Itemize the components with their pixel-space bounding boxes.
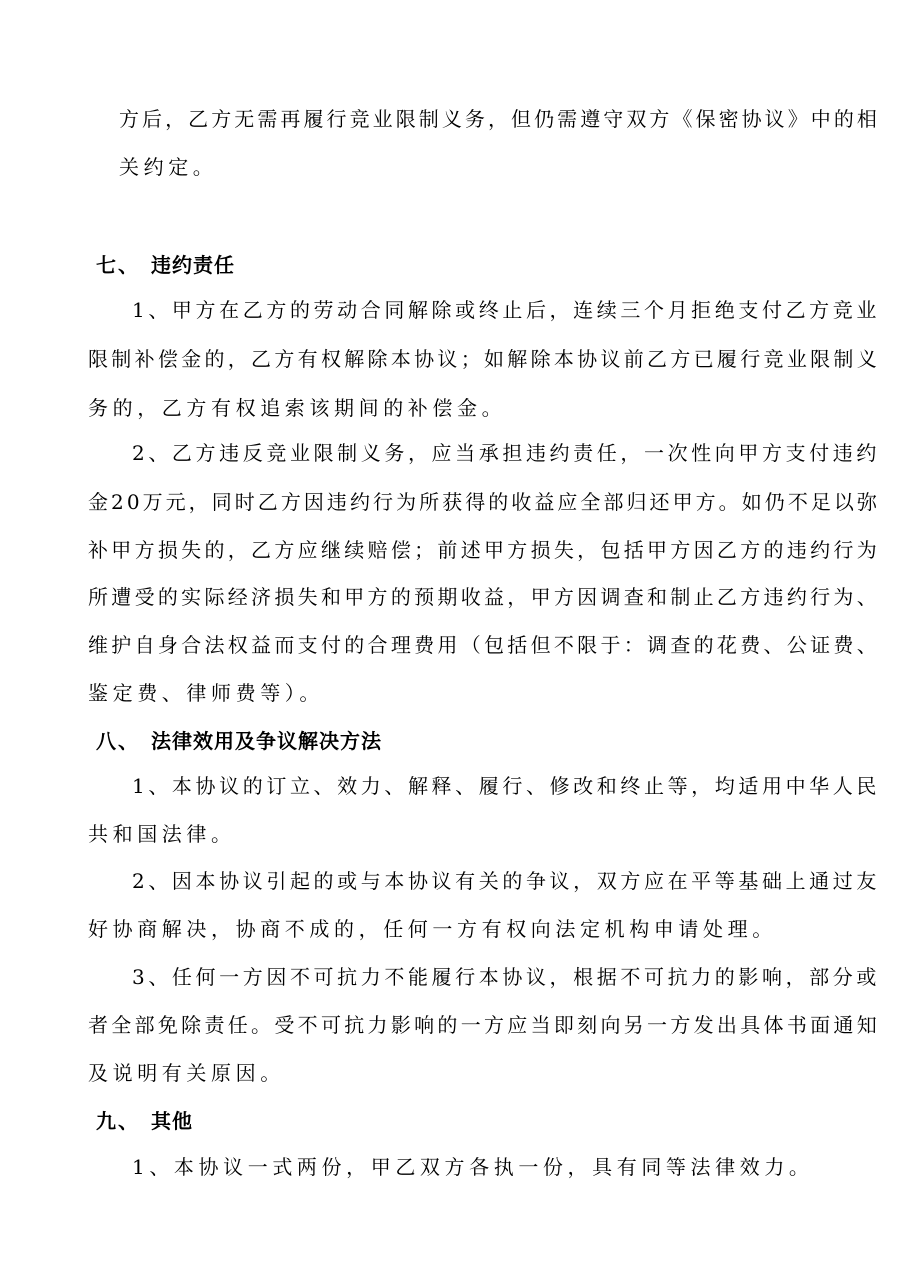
paragraph-line: 限制补偿金的，乙方有权解除本协议；如解除本协议前乙方已履行竞业限制义: [88, 347, 880, 371]
paragraph-line: 补甲方损失的，乙方应继续赔偿；前述甲方损失，包括甲方因乙方的违约行为: [88, 538, 880, 562]
section-title: 其他: [151, 1109, 193, 1133]
paragraph-line: 方后，乙方无需再履行竞业限制义务，但仍需遵守双方《保密协议》中的相: [119, 107, 880, 131]
paragraph-line: 者全部免除责任。受不可抗力影响的一方应当即刻向另一方发出具体书面通知: [88, 1013, 880, 1037]
section-title: 法律效用及争议解决方法: [151, 729, 382, 753]
paragraph-line: 维护自身合法权益而支付的合理费用（包括但不限于：调查的花费、公证费、: [88, 633, 880, 657]
paragraph-line: 所遭受的实际经济损失和甲方的预期收益，甲方因调查和制止乙方违约行为、: [88, 585, 880, 609]
paragraph-line: 好协商解决，协商不成的，任何一方有权向法定机构申请处理。: [88, 917, 777, 941]
paragraph-line: 3、任何一方因不可抗力不能履行本协议，根据不可抗力的影响，部分或: [132, 965, 880, 989]
paragraph-line: 务的，乙方有权追索该期间的补偿金。: [88, 396, 507, 420]
paragraph-line: 共和国法律。: [88, 822, 236, 846]
paragraph-line: 1、甲方在乙方的劳动合同解除或终止后，连续三个月拒绝支付乙方竞业: [132, 298, 880, 322]
paragraph-line: 金20万元，同时乙方因违约行为所获得的收益应全部归还甲方。如仍不足以弥: [88, 490, 880, 514]
paragraph-line: 鉴定费、律师费等）。: [88, 681, 324, 705]
paragraph-line: 1、本协议的订立、效力、解释、履行、修改和终止等，均适用中华人民: [132, 774, 880, 798]
section-title: 违约责任: [151, 253, 235, 277]
section-number: 九、: [96, 1109, 140, 1133]
paragraph-line: 2、乙方违反竞业限制义务，应当承担违约责任，一次性向甲方支付违约: [132, 441, 880, 465]
section-number: 八、: [96, 729, 140, 753]
paragraph-line: 2、因本协议引起的或与本协议有关的争议，双方应在平等基础上通过友: [132, 869, 880, 893]
paragraph-line: 关约定。: [119, 155, 218, 179]
section-number: 七、: [96, 253, 140, 277]
paragraph-line: 及说明有关原因。: [88, 1061, 285, 1085]
paragraph-line: 1、本协议一式两份，甲乙双方各执一份，具有同等法律效力。: [132, 1155, 814, 1179]
